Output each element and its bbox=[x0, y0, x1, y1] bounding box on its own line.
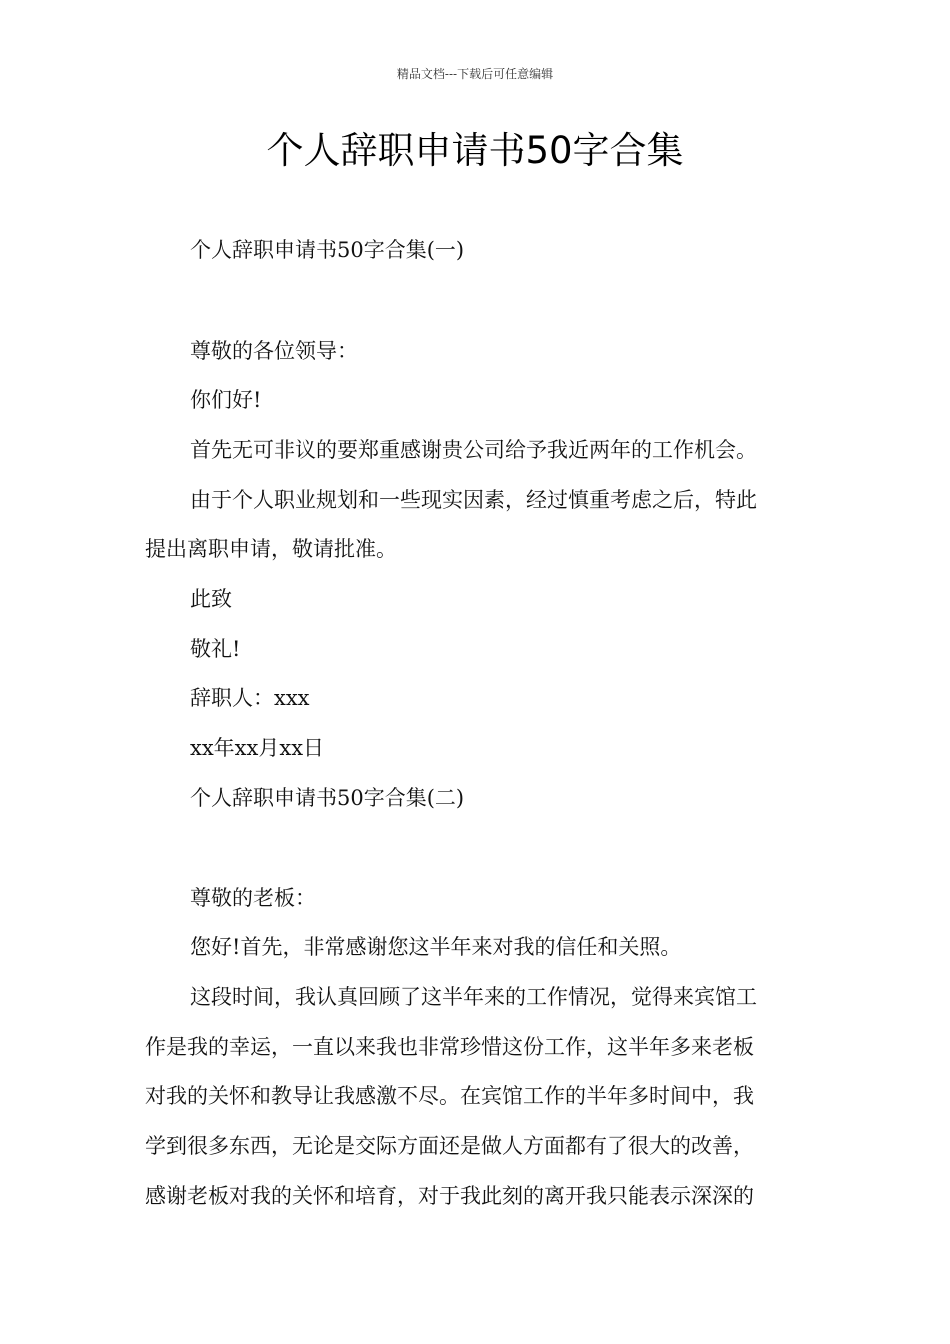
paragraph-line: 作是我的幸运，一直以来我也非常珍惜这份工作，这半年多来老板 bbox=[145, 1035, 754, 1059]
section-heading: 个人辞职申请书50字合集(二) bbox=[190, 786, 465, 810]
closing-line: 此致 bbox=[190, 587, 232, 611]
salutation: 尊敬的各位领导： bbox=[190, 339, 358, 363]
paragraph-line: 感谢老板对我的关怀和培育，对于我此刻的离开我只能表示深深的 bbox=[145, 1184, 754, 1208]
paragraph-line: 学到很多东西，无论是交际方面还是做人方面都有了很大的改善， bbox=[145, 1134, 754, 1158]
document-title: 个人辞职申请书50字合集 bbox=[266, 129, 684, 172]
paragraph: 首先无可非议的要郑重感谢贵公司给予我近两年的工作机会。 bbox=[190, 438, 757, 462]
greeting: 您好!首先，非常感谢您这半年来对我的信任和关照。 bbox=[190, 935, 682, 959]
header-note: 精品文档---下载后可任意编辑 bbox=[396, 67, 554, 81]
paragraph-line: 对我的关怀和教导让我感激不尽。在宾馆工作的半年多时间中，我 bbox=[145, 1084, 754, 1108]
greeting: 你们好! bbox=[190, 388, 262, 412]
paragraph-line: 提出离职申请，敬请批准。 bbox=[145, 537, 397, 561]
paragraph-line: 这段时间，我认真回顾了这半年来的工作情况，觉得来宾馆工 bbox=[190, 985, 757, 1009]
date-line: xx年xx月xx日 bbox=[190, 736, 325, 760]
closing-line: 敬礼! bbox=[190, 637, 241, 661]
signer-line: 辞职人：xxx bbox=[190, 686, 310, 710]
section-heading: 个人辞职申请书50字合集(一) bbox=[190, 238, 465, 262]
paragraph-line: 由于个人职业规划和一些现实因素，经过慎重考虑之后，特此 bbox=[190, 488, 757, 512]
salutation: 尊敬的老板： bbox=[190, 886, 316, 910]
